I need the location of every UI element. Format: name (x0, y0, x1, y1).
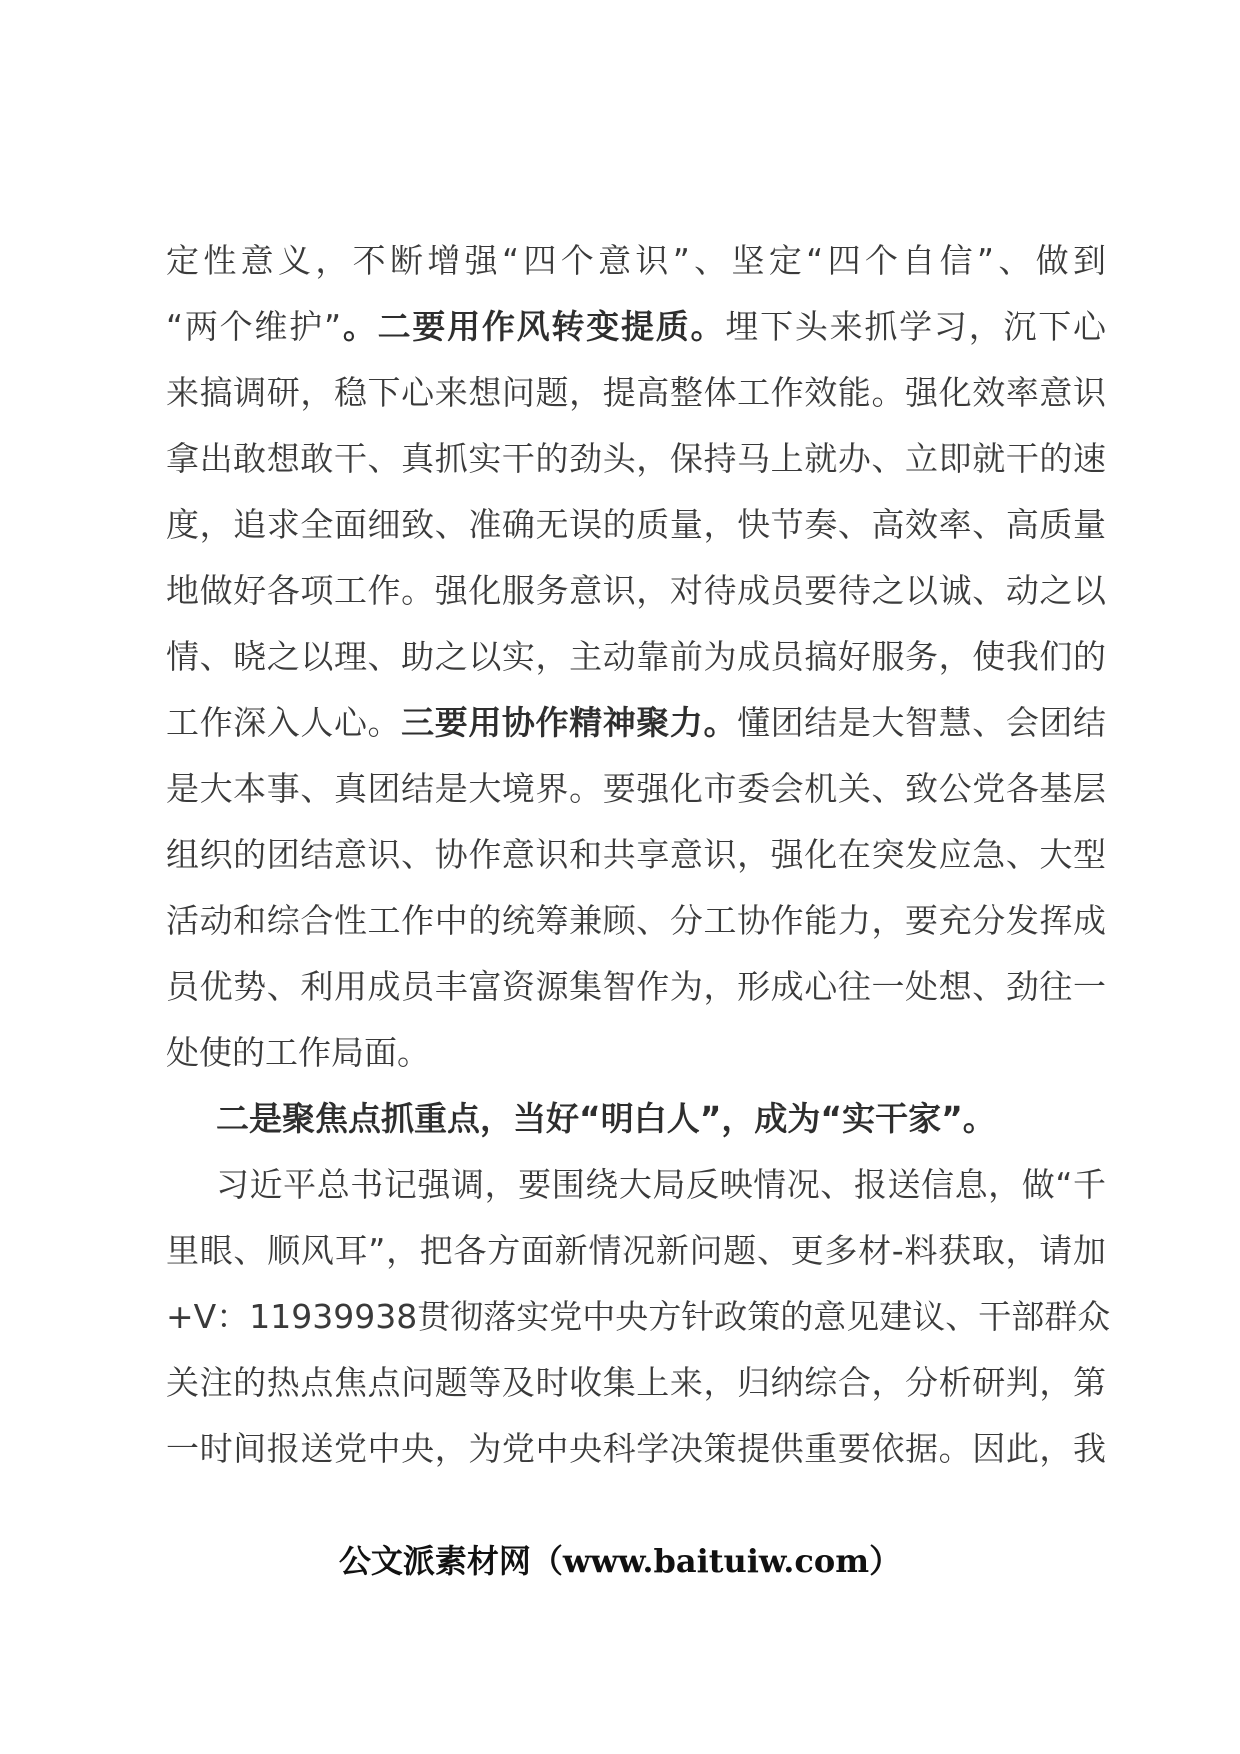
text-line: 组织的团结意识、协作意识和共享意识，强化在突发应急、大型 (166, 835, 1106, 874)
text-line: 地做好各项工作。强化服务意识，对待成员要待之以诚、动之以 (166, 571, 1106, 610)
text-line: +V：11939938贯彻落实党中央方针政策的意见建议、干部群众 (166, 1297, 1111, 1336)
text-line: 活动和综合性工作中的统筹兼顾、分工协作能力，要充分发挥成 (166, 901, 1106, 940)
text-line: 拿出敢想敢干、真抓实干的劲头，保持马上就办、立即就干的速 (166, 439, 1106, 478)
text-line: 一时间报送党中央，为党中央科学决策提供重要依据。因此，我 (166, 1429, 1106, 1468)
bold-heading: 三要用协作精神聚力。 (401, 703, 738, 742)
bold-heading: 。二要用作风转变提质。 (341, 307, 726, 346)
text-line: 度，追求全面细致、准确无误的质量，快节奏、高效率、高质量 (166, 505, 1106, 544)
text-line: 工作深入人心。三要用协作精神聚力。懂团结是大智慧、会团结 (166, 703, 1107, 742)
text-line: 定性意义，不断增强“四个意识”、坚定“四个自信”、做到 (166, 241, 1106, 280)
text-line: 情、晓之以理、助之以实，主动靠前为成员搞好服务，使我们的 (166, 637, 1106, 676)
footer-watermark: 公文派素材网（www.baituiw.com） (338, 1542, 902, 1580)
text-line: 处使的工作局面。 (166, 1033, 430, 1072)
body-text (166, 228, 1111, 1482)
text-line: 是大本事、真团结是大境界。要强化市委会机关、致公党各基层 (166, 769, 1106, 808)
text-line: 习近平总书记强调，要围绕大局反映情况、报送信息，做“千 (216, 1165, 1106, 1204)
text-line: 来搞调研，稳下心来想问题，提高整体工作效能。强化效率意识 (166, 373, 1106, 412)
text-line: 里眼、顺风耳”，把各方面新情况新问题、更多材-料获取，请加 (166, 1231, 1106, 1270)
section-heading (166, 1086, 1106, 1152)
text-line: “两个维护”。二要用作风转变提质。埋下头来抓学习，沉下心 (166, 307, 1106, 346)
text-line: 关注的热点焦点问题等及时收集上来，归纳综合，分析研判，第 (166, 1363, 1106, 1402)
bold-heading: 二是聚焦点抓重点，当好“明白人”，成为“实干家”。 (216, 1099, 996, 1138)
text-line: 员优势、利用成员丰富资源集智作为，形成心往一处想、劲往一 (166, 967, 1106, 1006)
